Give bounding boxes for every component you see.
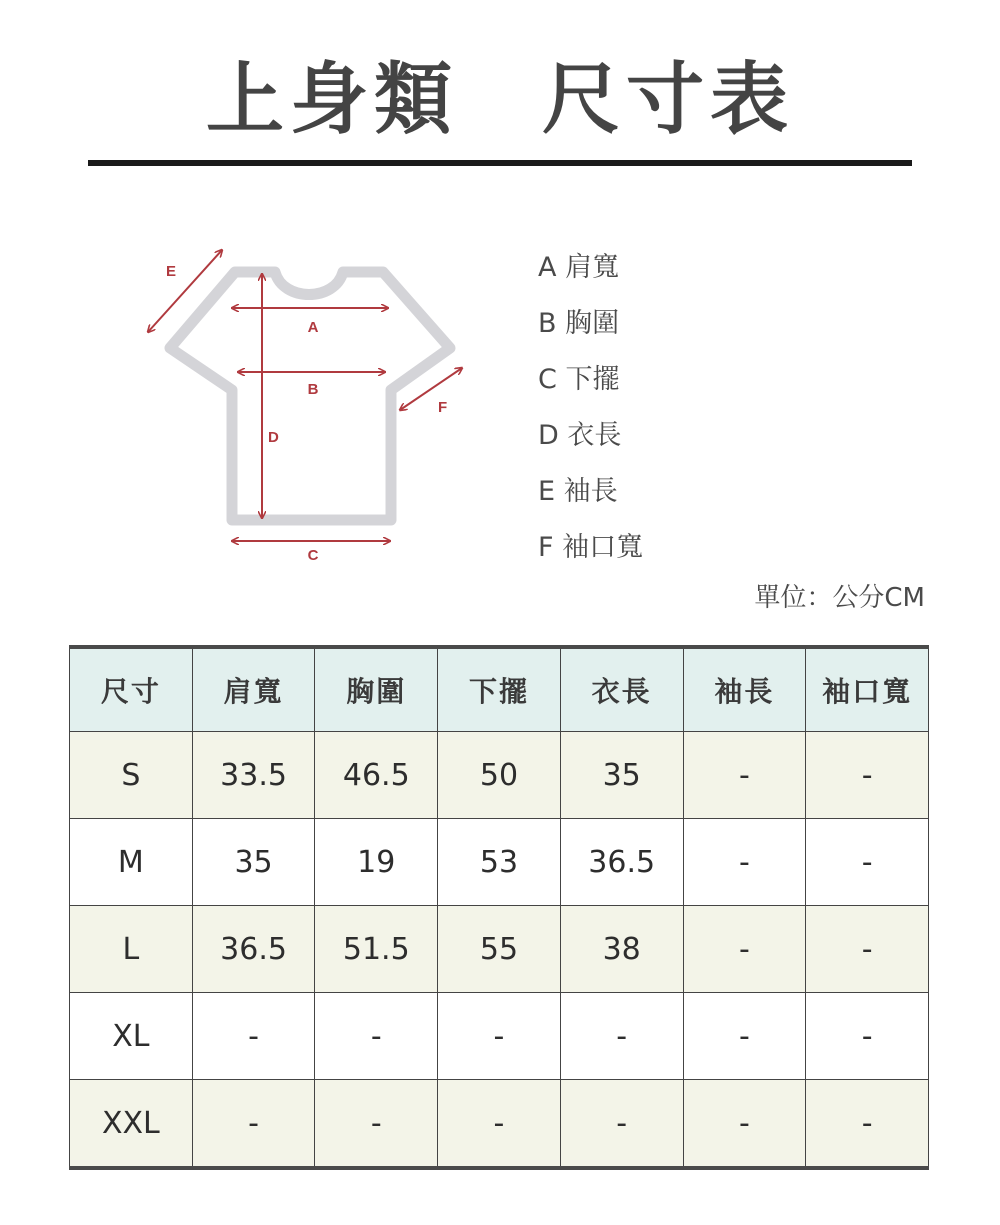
- unit-note: 單位：公分CM: [754, 583, 925, 613]
- legend-item: C 下擺: [538, 364, 620, 395]
- size-table: [69, 645, 929, 1170]
- table-row: [70, 993, 929, 1080]
- table-row: [70, 819, 929, 906]
- table-cell: -: [806, 993, 929, 1080]
- table-cell: -: [315, 1080, 438, 1169]
- table-cell: 50: [438, 732, 561, 819]
- table-cell: -: [806, 819, 929, 906]
- table-cell: -: [683, 1080, 806, 1169]
- size-cell: M: [70, 819, 193, 906]
- table-cell: 38: [560, 906, 683, 993]
- title-divider: [88, 160, 912, 166]
- table-cell: -: [560, 993, 683, 1080]
- table-cell: -: [438, 993, 561, 1080]
- table-cell: -: [683, 906, 806, 993]
- label-e: E: [166, 263, 177, 280]
- column-header: 袖口寬: [806, 647, 929, 732]
- page-title: 上身類 尺寸表: [205, 55, 794, 145]
- column-header: 袖長: [683, 647, 806, 732]
- legend-item: B 胸圍: [538, 308, 620, 339]
- table-cell: -: [683, 819, 806, 906]
- table-cell: -: [315, 993, 438, 1080]
- legend-item: D 衣長: [538, 420, 622, 451]
- size-cell: L: [70, 906, 193, 993]
- table-row: [70, 906, 929, 993]
- table-header-row: [70, 647, 929, 732]
- table-cell: -: [806, 732, 929, 819]
- table-cell: 35: [560, 732, 683, 819]
- size-cell: XXL: [70, 1080, 193, 1169]
- table-cell: 46.5: [315, 732, 438, 819]
- table-cell: -: [560, 1080, 683, 1169]
- table-cell: 55: [438, 906, 561, 993]
- table-cell: 19: [315, 819, 438, 906]
- legend-item: F 袖口寬: [538, 532, 644, 563]
- table-cell: -: [806, 1080, 929, 1169]
- column-header: 胸圍: [315, 647, 438, 732]
- measurement-legend: [538, 248, 643, 584]
- table-cell: 36.5: [560, 819, 683, 906]
- label-a: A: [307, 319, 319, 336]
- legend-item: A 肩寬: [538, 252, 620, 283]
- table-cell: -: [683, 993, 806, 1080]
- table-row: [70, 732, 929, 819]
- legend-item: E 袖長: [538, 476, 618, 507]
- table-row: [70, 1080, 929, 1169]
- column-header: 尺寸: [70, 647, 193, 732]
- table-cell: 33.5: [192, 732, 315, 819]
- table-cell: 36.5: [192, 906, 315, 993]
- column-header: 衣長: [560, 647, 683, 732]
- table-cell: 53: [438, 819, 561, 906]
- table-cell: -: [192, 993, 315, 1080]
- table-cell: -: [192, 1080, 315, 1169]
- label-d: D: [268, 429, 279, 446]
- table-cell: -: [683, 732, 806, 819]
- size-cell: S: [70, 732, 193, 819]
- table-cell: 51.5: [315, 906, 438, 993]
- label-f: F: [438, 399, 448, 416]
- label-b: B: [307, 381, 319, 398]
- table-cell: -: [806, 906, 929, 993]
- label-c: C: [307, 547, 319, 564]
- table-cell: -: [438, 1080, 561, 1169]
- arrow-e: [148, 250, 222, 332]
- tshirt-diagram: [120, 230, 480, 580]
- size-cell: XL: [70, 993, 193, 1080]
- column-header: 下擺: [438, 647, 561, 732]
- table-cell: 35: [192, 819, 315, 906]
- column-header: 肩寬: [192, 647, 315, 732]
